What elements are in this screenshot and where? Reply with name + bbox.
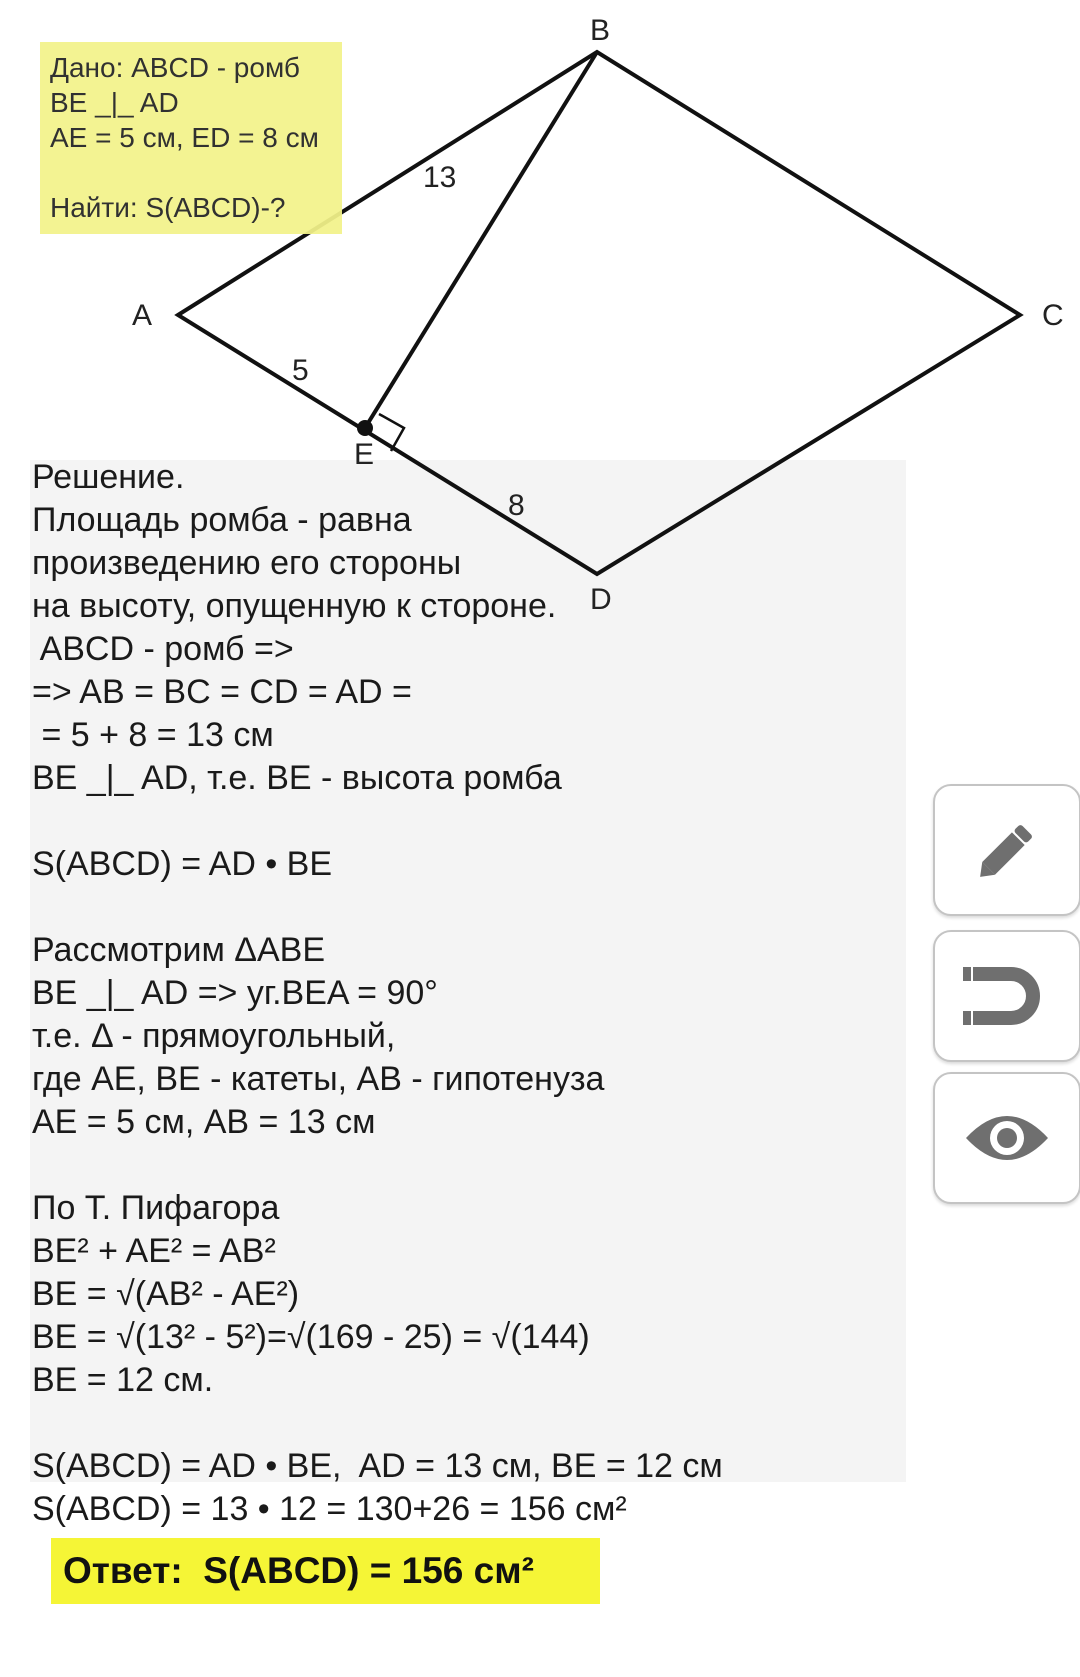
solution-text — [32, 456, 892, 1531]
height-be — [365, 52, 597, 428]
solution-line: BE _|_ AD => уг.BEA = 90° — [32, 974, 438, 1012]
pencil-icon — [967, 810, 1047, 890]
given-find-line: Найти: S(ABCD)-? — [50, 192, 286, 223]
solution-line: AE = 5 см, AB = 13 см — [32, 1103, 376, 1141]
solution-line: BE _|_ AD, т.е. BE - высота ромба — [32, 759, 562, 797]
solution-line: S(ABCD) = AD • BE, AD = 13 см, BE = 12 см — [32, 1447, 723, 1485]
point-e-dot — [357, 420, 373, 436]
solution-line: где AE, BE - катеты, AB - гипотенуза — [32, 1060, 605, 1098]
eye-icon — [962, 1098, 1052, 1178]
solution-line: т.е. Δ - прямоугольный, — [32, 1017, 396, 1055]
solution-heading: Решение. — [32, 458, 185, 496]
solution-blank — [32, 886, 892, 929]
side-label-ab: 13 — [423, 161, 457, 194]
solution-line: => AB = BC = CD = AD = — [32, 673, 412, 711]
solution-line: По Т. Пифагора — [32, 1189, 280, 1227]
answer-highlight: Ответ: S(ABCD) = 156 см² — [51, 1538, 600, 1604]
solution-line: произведению его стороны — [32, 544, 462, 582]
given-line: BE _|_ AD — [50, 87, 179, 118]
solution-line: BE² + AE² = AB² — [32, 1232, 276, 1270]
side-label-ed: 8 — [508, 489, 525, 522]
vertex-label-a: A — [132, 299, 153, 332]
solution-line: Площадь ромба - равна — [32, 501, 412, 539]
vertex-label-b: B — [590, 14, 611, 47]
solution-line: BE = √(AB² - AE²) — [32, 1275, 300, 1313]
vertex-label-e: E — [354, 438, 375, 471]
magnet-button[interactable] — [933, 930, 1080, 1062]
solution-blank — [32, 1144, 892, 1187]
vertex-label-d: D — [590, 583, 612, 616]
solution-line: BE = 12 см. — [32, 1361, 214, 1399]
solution-line: на высоту, опущенную к стороне. — [32, 587, 557, 625]
side-label-ae: 5 — [292, 354, 309, 387]
solution-line: S(ABCD) = 13 • 12 = 130+26 = 156 см² — [32, 1490, 627, 1528]
solution-line: ABCD - ромб => — [32, 630, 294, 668]
solution-line: S(ABCD) = AD • BE — [32, 845, 333, 883]
given-line: Дано: ABCD - ромб — [50, 52, 300, 83]
solution-line: Рассмотрим ΔABE — [32, 931, 326, 969]
solution-blank — [32, 800, 892, 843]
vertex-label-c: C — [1042, 299, 1064, 332]
given-spacer — [50, 155, 332, 190]
solution-blank — [32, 1402, 892, 1445]
view-button[interactable] — [933, 1072, 1080, 1204]
given-note — [40, 42, 342, 234]
magnet-icon — [959, 956, 1055, 1036]
given-line: AE = 5 см, ED = 8 см — [50, 122, 319, 153]
solution-line: = 5 + 8 = 13 см — [32, 716, 274, 754]
edit-button[interactable] — [933, 784, 1080, 916]
solution-line: BE = √(13² - 5²)=√(169 - 25) = √(144) — [32, 1318, 590, 1356]
